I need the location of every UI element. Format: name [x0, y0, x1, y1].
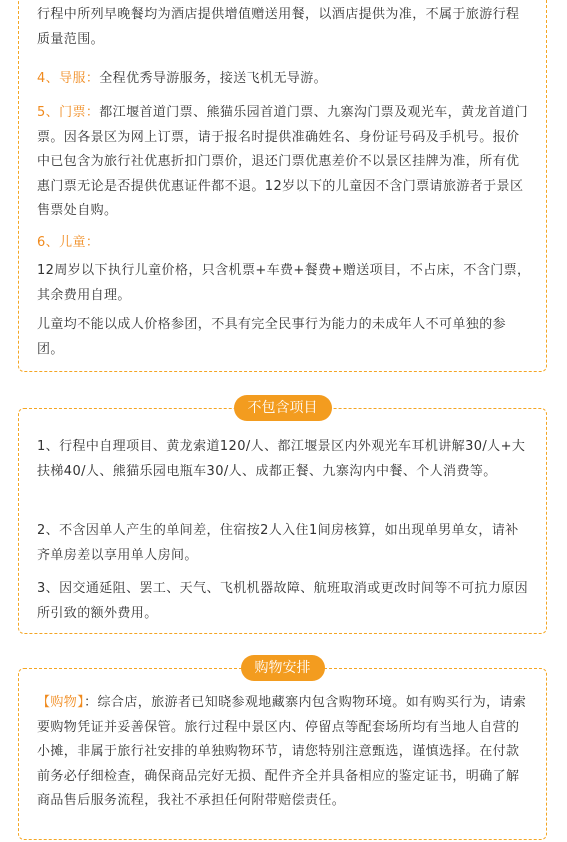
- included-section-box: [18, 0, 547, 372]
- meals-note: 行程中所列早晚餐均为酒店提供增值赠送用餐，以酒店提供为准，不属于旅游行程质量范围。: [37, 7, 520, 47]
- excluded-section-box: [18, 400, 547, 634]
- children-under-12-text: 12周岁以下执行儿童价格，只含机票+车费+餐费+赠送项目，不占床，不含门票，其余费用自理。: [37, 263, 531, 303]
- excluded-item-2: 2、不含因单人产生的单间差，住宿按2人入住1间房核算，如出现单男单女，请补齐单房差以享用单人房间。: [37, 523, 519, 563]
- excluded-item-1: 1、行程中自理项目、黄龙索道120/人、都江堰景区内外观光车耳机讲解30/人+大扶梯40/人、熊猫乐园电瓶车30/人、成都正餐、九寨沟内中餐、个人消费等。: [37, 439, 526, 479]
- shopping-paragraph: [37, 691, 531, 814]
- tickets-label: 5、门票：: [37, 105, 100, 120]
- shopping-section-box: [18, 660, 547, 840]
- tickets-text: 都江堰首道门票、熊猫乐园首道门票、九寨沟门票及观光车，黄龙首道门票。因各景区为网上订票，请于报名时提供准确姓名、身份证号码及手机号。报价中已包含为旅行社优惠折扣门票价，退还门票优惠差价不以景区挂牌为准，所有优惠门票无论是否提供优惠证件都不退。12岁以下的儿童因不含门票请旅游者于景区售票处自购。: [37, 105, 529, 218]
- tickets-item: [37, 101, 531, 224]
- guide-label: 4、导服：: [37, 71, 100, 86]
- children-label: 6、儿童：: [37, 235, 100, 250]
- shopping-label: 【购物】: [37, 695, 85, 710]
- guide-text: 全程优秀导游服务，接送飞机无导游。: [99, 71, 328, 86]
- guide-item: [37, 67, 531, 92]
- excluded-section-title: 不包含项目: [234, 395, 332, 421]
- children-adult-price-text: 儿童均不能以成人价格参团，不具有完全民事行为能力的未成年人不可单独的参团。: [37, 317, 507, 357]
- excluded-item-3: 3、因交通延阻、罢工、天气、飞机机器故障、航班取消或更改时间等不可抗力原因所引致的额外费用。: [37, 581, 529, 621]
- shopping-section-title: 购物安排: [241, 655, 325, 681]
- shopping-text: ：综合店，旅游者已知晓参观地藏寨内包含购物环境。如有购买行为，请索要购物凭证并妥善保管。旅行过程中景区内、停留点等配套场所均有当地人自营的小摊，非属于旅行社安排的单独购物环节，请您特别注意甄选，谨慎选择。在付款前务必仔细检查，确保商品完好无损、配件齐全并具备相应的鉴定证书，明确了解商品售后服务流程，我社不承担任何附带赔偿责任。: [37, 695, 527, 808]
